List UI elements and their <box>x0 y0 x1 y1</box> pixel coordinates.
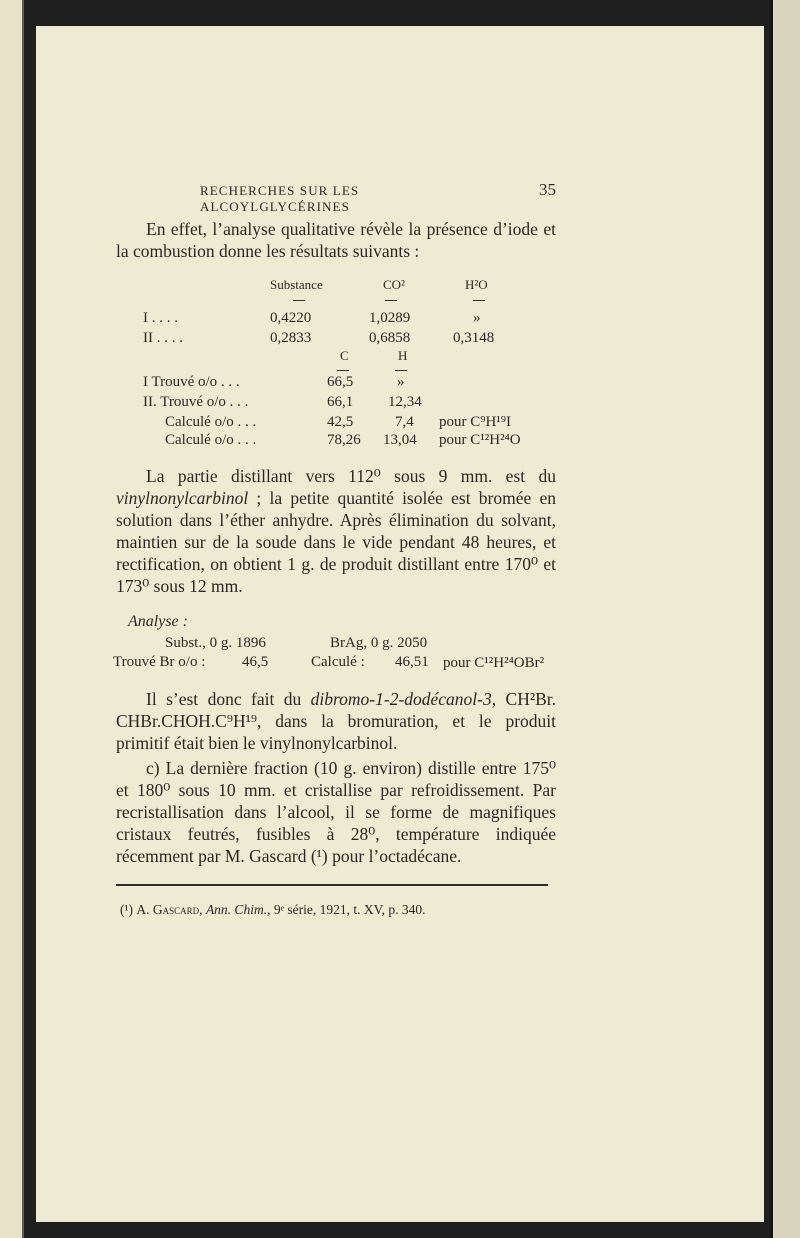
analyse-subst: Subst., 0 g. 1896 <box>165 635 266 651</box>
cell-co2: 1,0289 <box>369 310 411 326</box>
paragraph-intro: En effet, l’analyse qualitative révèle la présence d’iode et la combustion donne les résultats suivants : <box>116 219 556 261</box>
col-rule <box>473 300 485 301</box>
col-rule <box>337 370 349 371</box>
cell-substance: 0,2833 <box>270 330 312 346</box>
analyse-calcule-value: 46,51 <box>395 654 429 670</box>
cell-h: 7,4 <box>395 414 414 430</box>
cell-h: 13,04 <box>383 432 417 448</box>
cell-c: 66,5 <box>327 374 354 390</box>
cell-c: 78,26 <box>327 432 361 448</box>
compound-name: dibromo-1-2-dodécanol-3 <box>310 689 492 709</box>
cell-h: 12,34 <box>388 394 422 410</box>
col-header-c: C <box>340 348 349 363</box>
page-number: 35 <box>539 180 556 199</box>
row-label: II. Trouvé o/o . . . <box>143 394 249 410</box>
paragraph-last-fraction: c) La dernière fraction (10 g. environ) distille entre 175⁰ et 180⁰ sous 10 mm. et cristallise par refroidissement. Par recristallisation dans l’alcool, il se forme de magnifiques cristaux feutrés, fusibles à 28⁰, température indiquée récemment par M. Gascard (¹) pour l’octadécane. <box>116 758 556 866</box>
cell-substance: 0,4220 <box>270 310 312 326</box>
cell-c: 42,5 <box>327 414 354 430</box>
footnote-rest: 9ᵉ série, 1921, t. XV, p. 340. <box>273 902 426 917</box>
col-header-substance: Substance <box>270 277 323 292</box>
footnote-rule <box>116 884 548 886</box>
running-title: RECHERCHES SUR LES ALCOYLGLYCÉRINES <box>200 183 360 214</box>
analyse-calcule-label: Calculé : <box>311 654 365 670</box>
col-rule <box>395 370 407 371</box>
text: , CH²Br. CHBr.CHOH.C⁹H¹⁹, dans la bromuration, et le produit primitif était bien le vinylnonylcarbinol. <box>116 689 556 753</box>
cell-c: 66,1 <box>327 394 354 410</box>
paragraph-distillation <box>116 465 556 597</box>
analyse-heading: Analyse : <box>128 613 188 630</box>
analyse-brag: BrAg, 0 g. 2050 <box>330 635 428 651</box>
col-rule <box>385 300 397 301</box>
analyse-trouve-value: 46,5 <box>242 654 269 670</box>
col-header-h: H <box>398 348 408 363</box>
cell-h2o: » <box>473 310 481 326</box>
text: Il s’est donc fait du <box>146 689 311 709</box>
cell-formula: pour C¹²H²⁴O <box>439 432 521 448</box>
footnote <box>120 902 426 918</box>
page-edge-right <box>770 0 800 1238</box>
cell-h: » <box>397 374 405 390</box>
cell-formula: pour C⁹H¹⁹I <box>439 414 512 430</box>
analyse-trouve-label: Trouvé Br o/o : <box>113 654 206 670</box>
cell-co2: 0,6858 <box>369 330 411 346</box>
col-header-co2: CO² <box>383 277 405 292</box>
cell-h2o: 0,3148 <box>453 330 495 346</box>
col-header-h2o: H²O <box>465 277 488 292</box>
footnote-journal: Ann. Chim., <box>205 902 271 917</box>
text: La partie distillant vers 112⁰ sous 9 mm. est du <box>146 466 556 486</box>
row-label: I Trouvé o/o . . . <box>143 374 240 390</box>
paragraph-dibromo <box>116 688 556 754</box>
row-label: Calculé o/o . . . <box>165 414 257 430</box>
row-label: Calculé o/o . . . <box>165 432 257 448</box>
col-rule <box>293 300 305 301</box>
text: ; la petite quantité isolée est bromée en solution dans l’éther anhydre. Après élimination du solvant, maintien sur de la soude dans le vide pendant 48 heures, et rectification, on obtient 1 g. de produit distillant entre 170⁰ et 173⁰ sous 12 mm. <box>116 488 556 596</box>
analyse-formula: pour C¹²H²⁴OBr² <box>443 655 545 671</box>
footnote-author: A. Gascard, <box>136 902 203 917</box>
compound-name: vinylnonylcarbinol <box>116 488 249 508</box>
footnote-mark: (¹) <box>120 902 134 917</box>
row-label: I . . . . <box>143 310 178 326</box>
row-label: II . . . . <box>143 330 183 346</box>
previous-page-edge <box>0 0 24 1238</box>
